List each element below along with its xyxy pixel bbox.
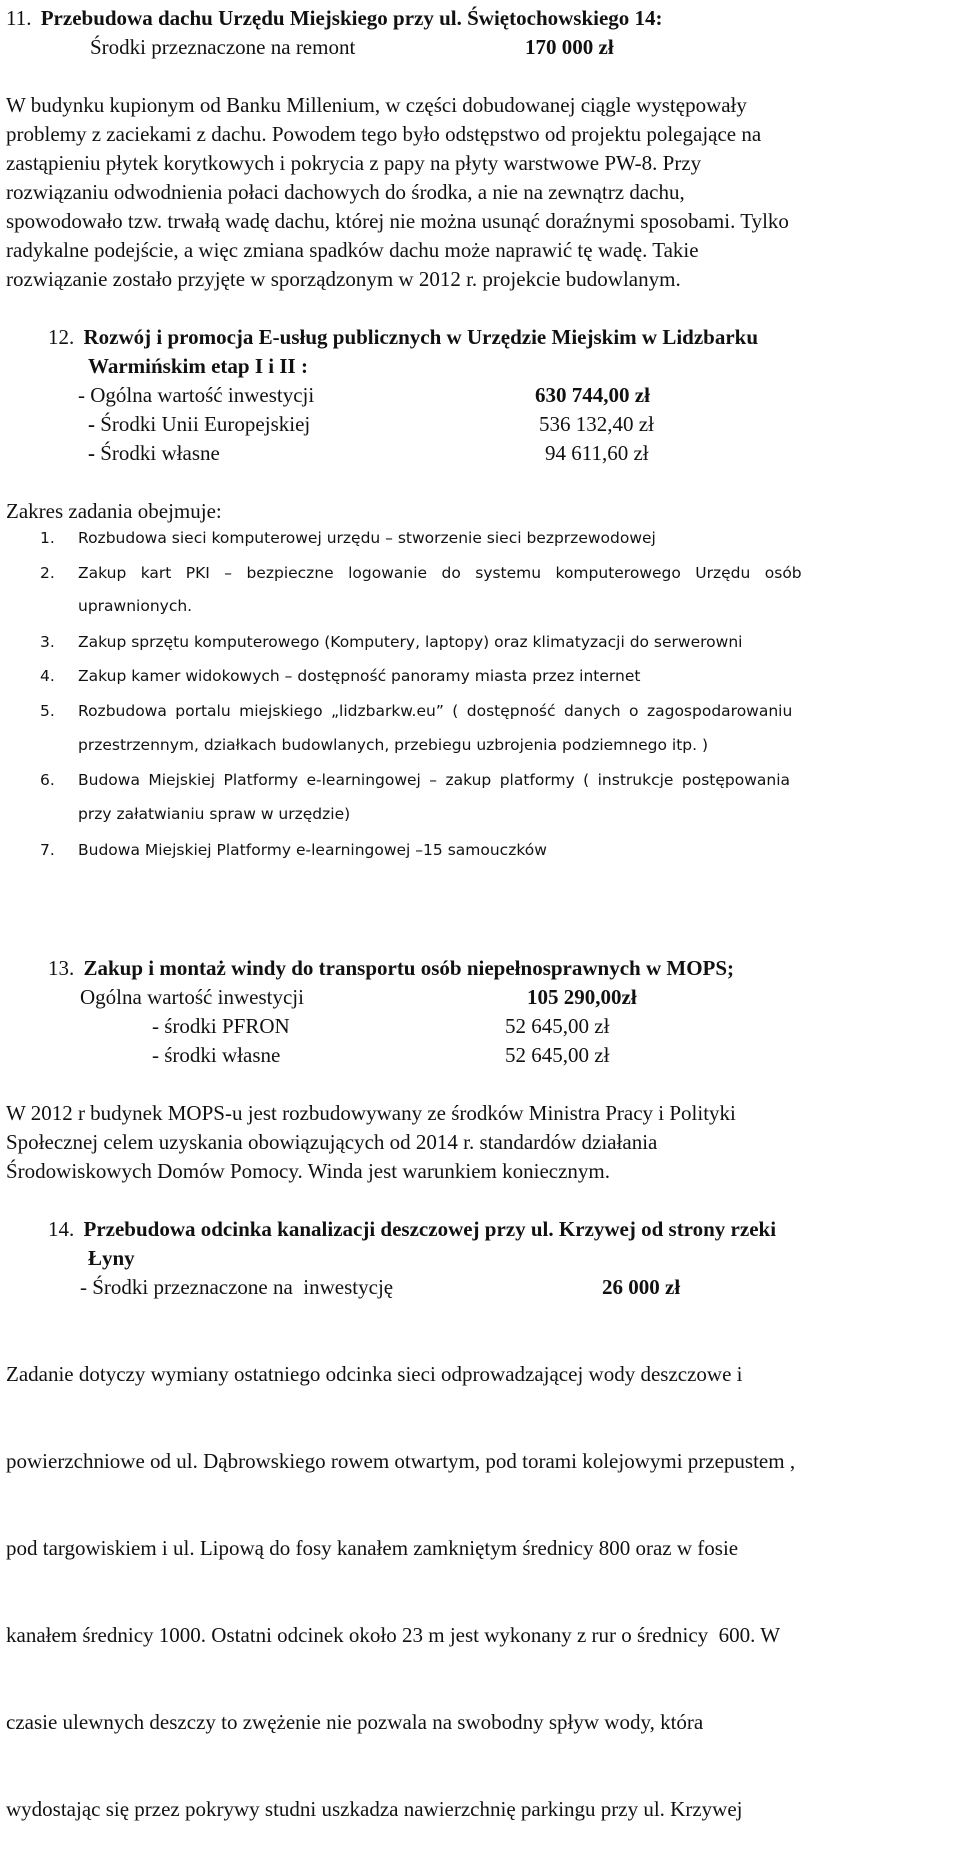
section-14-title-line1: Przebudowa odcinka kanalizacji deszczowej przy ul. Krzywej od strony rzeki xyxy=(83,1217,777,1241)
list-item-text-continued: uprawnionych. xyxy=(78,597,193,615)
paragraph-line: W budynku kupionym od Banku Millenium, w części dobudowanej ciągle występowały xyxy=(6,93,747,117)
section-13-total-label: Ogólna wartość inwestycji xyxy=(80,985,304,1009)
list-item-text: Rozbudowa sieci komputerowej urzędu – stworzenie sieci bezprzewodowej xyxy=(78,529,656,547)
section-12-title-text: Warmińskim etap I i II : xyxy=(88,354,308,378)
paragraph-line: pod targowiskiem i ul. Lipową do fosy kanałem zamkniętym średnicy 800 oraz w fosie xyxy=(6,1536,739,1560)
list-item-number: 3. xyxy=(40,633,55,651)
section-11-paragraph xyxy=(6,91,926,294)
own-funds-label: Środki własne xyxy=(100,441,220,465)
section-11-funds-value xyxy=(525,33,614,62)
eu-funds-row xyxy=(88,410,310,439)
section-11-heading xyxy=(6,4,663,33)
own-funds-row xyxy=(88,439,220,468)
row-prefix: - xyxy=(78,383,91,407)
paragraph-line: W 2012 r budynek MOPS-u jest rozbudowywany ze środków Ministra Pracy i Polityki xyxy=(6,1101,736,1125)
list-item-text: Rozbudowa portalu miejskiego „lidzbarkw.eu” ( dostępność danych o zagospodarowaniu xyxy=(78,702,793,720)
list-item xyxy=(40,769,55,791)
section-13-number: 13. xyxy=(48,956,75,980)
list-item-number: 5. xyxy=(40,702,55,720)
section-13-own-value: 52 645,00 zł xyxy=(505,1043,610,1067)
list-item-text: Zakup kart PKI – bezpieczne logowanie do systemu komputerowego Urzędu osób xyxy=(78,564,802,582)
list-item-text-justified xyxy=(78,562,958,584)
paragraph-line: Zadanie dotyczy wymiany ostatniego odcinka sieci odprowadzającej wody deszczowe i xyxy=(6,1362,743,1386)
section-12-heading xyxy=(48,323,758,352)
pfron-value: 52 645,00 zł xyxy=(505,1014,610,1038)
paragraph-line: rozwiązanie zostało przyjęte w sporządzonym w 2012 r. projekcie budowlanym. xyxy=(6,267,681,291)
row-prefix: - xyxy=(88,441,101,465)
paragraph-line: radykalne podejście, a więc zmiana spadków dachu może naprawić tę wadę. Takie xyxy=(6,238,699,262)
section-14-funds-label: - Środki przeznaczone na inwestycję xyxy=(80,1275,394,1299)
pfron-label: - środki PFRON xyxy=(152,1014,290,1038)
section-11-title: Przebudowa dachu Urzędu Miejskiego przy ul. Świętochowskiego 14: xyxy=(40,6,663,30)
section-14-title-text: Łyny xyxy=(88,1246,135,1270)
total-investment-amount: 630 744,00 zł xyxy=(535,383,650,407)
scope-label: Zakres zadania obejmuje: xyxy=(6,499,222,523)
section-11-number: 11. xyxy=(6,6,32,30)
paragraph-line: powierzchniowe od ul. Dąbrowskiego rowem otwartym, pod torami kolejowymi przepustem , xyxy=(6,1449,796,1473)
list-item xyxy=(40,665,640,687)
list-item-number: 7. xyxy=(40,841,55,859)
list-item xyxy=(40,700,55,722)
section-13-title: Zakup i montaż windy do transportu osób niepełnosprawnych w MOPS; xyxy=(83,956,735,980)
section-14-heading xyxy=(48,1215,776,1244)
section-14-funds-amount: 26 000 zł xyxy=(602,1275,681,1299)
paragraph-line: Społecznej celem uzyskania obowiązujących od 2014 r. standardów działania xyxy=(6,1130,658,1154)
list-item-text: Zakup kamer widokowych – dostępność panoramy miasta przez internet xyxy=(78,667,641,685)
paragraph-line: spowodowało tzw. trwałą wadę dachu, której nie można usunąć doraźnymi sposobami. Tylko xyxy=(6,209,789,233)
row-prefix: - xyxy=(88,412,101,436)
section-14-number: 14. xyxy=(48,1217,75,1241)
section-11-funds-amount: 170 000 zł xyxy=(525,35,614,59)
section-14-paragraph xyxy=(6,1302,795,1853)
list-item-text-continued: przy załatwianiu spraw w urzędzie) xyxy=(78,805,351,823)
list-item-number: 4. xyxy=(40,667,55,685)
section-13-heading xyxy=(48,954,734,983)
list-item-number: 2. xyxy=(40,564,55,582)
paragraph-line: czasie ulewnych deszczy to zwężenie nie pozwala na swobodny spływ wody, która xyxy=(6,1710,704,1734)
paragraph-line: Środowiskowych Domów Pomocy. Winda jest warunkiem koniecznym. xyxy=(6,1159,610,1183)
list-item-text: Budowa Miejskiej Platformy e-learningowej – zakup platformy ( instrukcje postępowania xyxy=(78,771,791,789)
total-investment-label: Ogólna wartość inwestycji xyxy=(90,383,315,407)
list-item xyxy=(40,562,55,584)
paragraph-line: rozwiązaniu odwodnienia połaci dachowych do środka, a nie na zewnątrz dachu, xyxy=(6,180,685,204)
list-item-number: 6. xyxy=(40,771,55,789)
eu-funds-label: Środki Unii Europejskiej xyxy=(100,412,311,436)
list-item xyxy=(40,527,656,549)
section-14-funds-value xyxy=(602,1273,680,1302)
section-13-own-label: - środki własne xyxy=(152,1043,281,1067)
paragraph-line: wydostając się przez pokrywy studni uszkadza nawierzchnię parkingu przy ul. Krzywej xyxy=(6,1797,743,1821)
section-12-title-line1: Rozwój i promocja E-usług publicznych w Urzędzie Miejskim w Lidzbarku xyxy=(83,325,759,349)
list-item xyxy=(40,839,547,861)
list-item-number: 1. xyxy=(40,529,55,547)
section-13-paragraph xyxy=(6,1099,736,1186)
list-item-text: Zakup sprzętu komputerowego (Komputery, laptopy) oraz klimatyzacji do serwerowni xyxy=(78,633,743,651)
eu-funds-value: 536 132,40 zł xyxy=(539,412,654,436)
section-13-total-value xyxy=(527,983,637,1012)
paragraph-line: kanałem średnicy 1000. Ostatni odcinek około 23 m jest wykonany z rur o średnicy 600. W xyxy=(6,1623,781,1647)
section-12-title-line2 xyxy=(88,352,308,381)
section-12-number: 12. xyxy=(48,325,75,349)
list-item-text: Budowa Miejskiej Platformy e-learningowej –15 samouczków xyxy=(78,841,547,859)
total-investment-row xyxy=(78,381,314,410)
list-item xyxy=(40,631,742,653)
list-item-text-continued: przestrzennym, działkach budowlanych, przebiegu uzbrojenia podziemnego itp. ) xyxy=(78,736,709,754)
total-investment-value xyxy=(535,381,650,410)
section-13-total-amount: 105 290,00zł xyxy=(527,985,637,1009)
section-14-title-line2 xyxy=(88,1244,135,1273)
own-funds-value: 94 611,60 zł xyxy=(545,441,649,465)
paragraph-line: problemy z zaciekami z dachu. Powodem tego było odstępstwo od projektu polegające na xyxy=(6,122,762,146)
section-11-funds-label: Środki przeznaczone na remont xyxy=(90,35,356,59)
paragraph-line: zastąpieniu płytek korytkowych i pokrycia z papy na płyty warstwowe PW-8. Przy xyxy=(6,151,702,175)
